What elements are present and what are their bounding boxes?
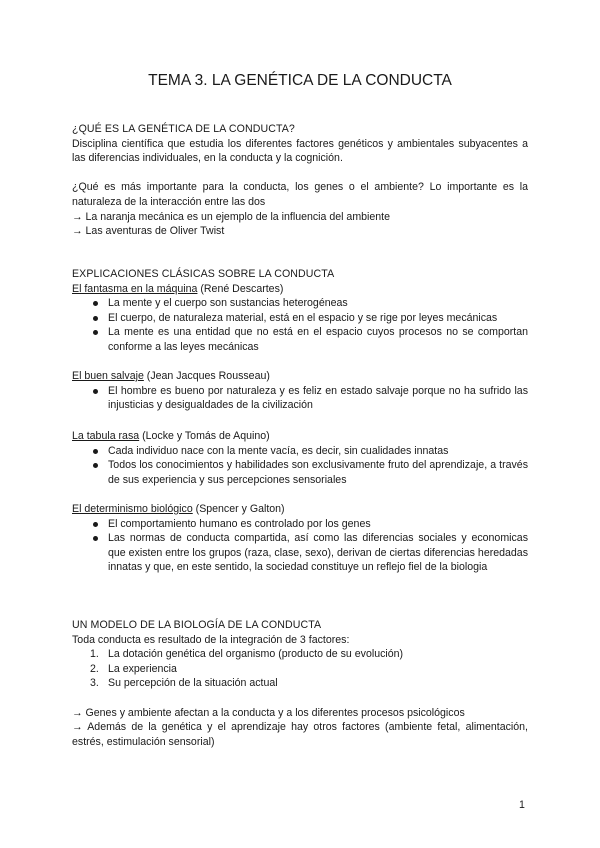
theory-block	[72, 429, 528, 487]
list-text: La dotación genética del organismo (producto de su evolución)	[108, 648, 404, 661]
section-heading: EXPLICACIONES CLÁSICAS SOBRE LA CONDUCTA	[72, 268, 335, 280]
list-item: El comportamiento humano es controlado por los genes	[72, 517, 528, 532]
list-item: Cada individuo nace con la mente vacía, es decir, sin cualidades innatas	[72, 444, 528, 459]
list-item	[72, 662, 528, 677]
section-heading: ¿QUÉ ES LA GENÉTICA DE LA CONDUCTA?	[72, 123, 295, 135]
section-what-is	[72, 122, 528, 239]
list-number: 1.	[90, 648, 99, 661]
list-text: Su percepción de la situación actual	[108, 677, 278, 690]
numbered-list	[72, 647, 528, 691]
theory-title	[72, 282, 528, 297]
intro-text: Toda conducta es resultado de la integración de 3 factores:	[72, 633, 350, 646]
theory-author: (Locke y Tomás de Aquino)	[139, 430, 270, 442]
list-number: 3.	[90, 677, 99, 690]
list-item	[72, 676, 528, 691]
list-item: El cuerpo, de naturaleza material, está en el espacio y se rige por leyes mecánicas	[72, 311, 528, 326]
page-number: 1	[519, 799, 525, 811]
list-item: Las normas de conducta compartida, así como las diferencias sociales y economicas que existen entre los grupos (raza, clase, sexo), derivan de ciertas diferencias heredadas innatas y que, en este sentido, la sociedad constituye un reflejo fiel de la biologia	[72, 531, 528, 575]
section-biology-model	[72, 618, 528, 749]
list-item: La mente y el cuerpo son sustancias heterogéneas	[72, 296, 528, 311]
section-classic-explanations	[72, 267, 528, 355]
theory-author: (Spencer y Galton)	[192, 503, 285, 515]
theory-title	[72, 502, 528, 517]
theory-block	[72, 502, 528, 575]
definition-paragraph: Disciplina científica que estudia los diferentes factores genéticos y ambientales subyacentes a las diferencias individuales, en la conducta y la cognición.	[72, 137, 528, 165]
list-item: Todos los conocimientos y habilidades son exclusivamente fruto del aprendizaje, a través de sus experiencia y sus percepciones sensoriales	[72, 458, 528, 487]
bullet-list	[72, 444, 528, 488]
arrow-note: → Genes y ambiente afectan a la conducta y a los diferentes procesos psicológicos	[72, 706, 465, 719]
bullet-list	[72, 517, 528, 575]
theory-name: El buen salvaje	[72, 370, 144, 382]
list-item: La mente es una entidad que no está en el espacio cuyos procesos no se comportan conforme a las leyes mecánicas	[72, 325, 528, 354]
spacer	[72, 166, 528, 181]
list-number: 2.	[90, 662, 99, 675]
arrow-note: → La naranja mecánica es un ejemplo de la influencia del ambiente	[72, 210, 391, 223]
theory-author: (René Descartes)	[197, 282, 284, 295]
question-paragraph: ¿Qué es más importante para la conducta, los genes o el ambiente? Lo importante es la naturaleza de la interacción entre las dos	[72, 181, 528, 208]
document-title: TEMA 3. LA GENÉTICA DE LA CONDUCTA	[148, 72, 452, 89]
arrow-note: → Las aventuras de Oliver Twist	[72, 225, 225, 238]
bullet-list	[72, 296, 528, 354]
theory-author: (Jean Jacques Rousseau)	[143, 370, 270, 382]
theory-block	[72, 369, 528, 413]
theory-name: La tabula rasa	[72, 430, 140, 442]
section-heading: UN MODELO DE LA BIOLOGÍA DE LA CONDUCTA	[72, 619, 322, 631]
theory-title	[72, 429, 528, 444]
spacer	[72, 691, 528, 706]
list-text: La experiencia	[108, 662, 177, 675]
arrow-note: → Además de la genética y el aprendizaje hay otros factores (ambiente fetal, alimentación, estrés, estimulación sensorial)	[72, 721, 528, 748]
theory-name: El determinismo biológico	[72, 503, 193, 515]
bullet-list	[72, 384, 528, 413]
list-item	[72, 647, 528, 662]
theory-title	[72, 369, 528, 384]
theory-name: El fantasma en la máquina	[72, 282, 198, 295]
list-item: El hombre es bueno por naturaleza y es feliz en estado salvaje porque no ha sufrido las injusticias y desigualdades de la civilización	[72, 384, 528, 413]
